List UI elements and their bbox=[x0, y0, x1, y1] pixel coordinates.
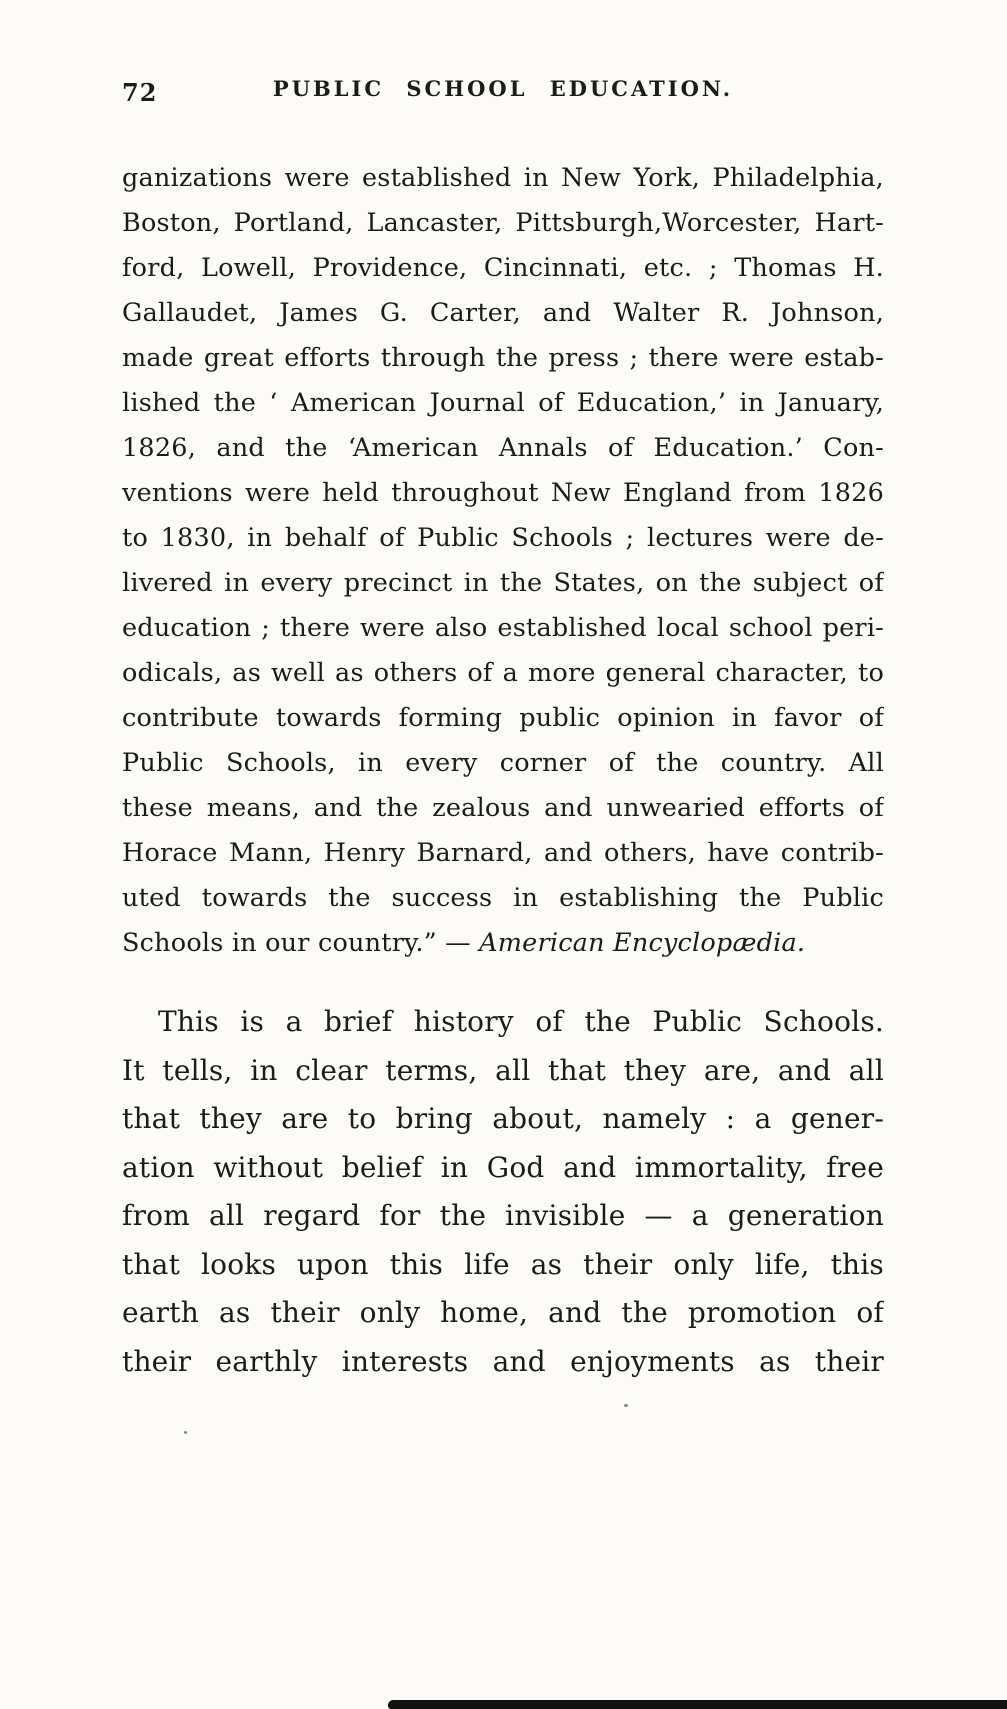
text-line: ford, Lowell, Providence, Cincinnati, etc. ; Thomas H. bbox=[122, 253, 884, 283]
text-line: Horace Mann, Henry Barnard, and others, have contrib- bbox=[122, 838, 884, 868]
text-line: This is a brief history of the Public Schools. bbox=[158, 1005, 884, 1038]
text-line: to 1830, in behalf of Public Schools ; lectures were de- bbox=[122, 523, 884, 553]
text-line: odicals, as well as others of a more general character, to bbox=[122, 658, 884, 688]
text-line: ation without belief in God and immortality, free bbox=[122, 1150, 884, 1184]
text-line: It tells, in clear terms, all that they are, and all bbox=[122, 1053, 884, 1087]
text-line: these means, and the zealous and unwearied efforts of bbox=[122, 793, 884, 823]
quote-paragraph bbox=[122, 156, 884, 966]
text-line: their earthly interests and enjoyments as their bbox=[122, 1344, 884, 1378]
text-line: that they are to bring about, namely : a gener- bbox=[122, 1102, 884, 1135]
closing-text: Schools in our country.” — bbox=[122, 928, 480, 958]
text-line: livered in every precinct in the States, on the subject of bbox=[122, 568, 884, 598]
text-line: earth as their only home, and the promotion of bbox=[122, 1296, 884, 1329]
text-line: education ; there were also established local school peri- bbox=[122, 613, 884, 643]
scan-speck bbox=[184, 1431, 187, 1434]
text-line: uted towards the success in establishing the Public bbox=[122, 883, 884, 913]
text-line: Gallaudet, James G. Carter, and Walter R. Johnson, bbox=[122, 298, 884, 328]
citation-text: American Encyclopædia. bbox=[479, 928, 806, 958]
text-line: ganizations were established in New York, Philadelphia, bbox=[122, 163, 884, 193]
page-number: 72 bbox=[122, 78, 158, 107]
quote-closing-line bbox=[122, 921, 884, 966]
page-header bbox=[122, 76, 884, 110]
text-line: contribute towards forming public opinion in favor of bbox=[122, 703, 884, 733]
text-line: made great efforts through the press ; there were estab- bbox=[122, 343, 884, 373]
running-header: PUBLIC SCHOOL EDUCATION. bbox=[272, 76, 734, 101]
scan-speck bbox=[624, 1404, 628, 1407]
text-line: from all regard for the invisible — a generation bbox=[122, 1199, 884, 1232]
text-line: 1826, and the ‘American Annals of Education.’ Con- bbox=[122, 433, 884, 463]
text-line: that looks upon this life as their only life, this bbox=[122, 1247, 884, 1281]
text-line: lished the ‘ American Journal of Education,’ in January, bbox=[122, 388, 884, 418]
body-paragraph bbox=[122, 998, 884, 1386]
text-line: Public Schools, in every corner of the country. All bbox=[122, 748, 884, 778]
text-line: ventions were held throughout New England from 1826 bbox=[122, 478, 884, 508]
scan-edge-artifact bbox=[388, 1700, 1007, 1709]
text-line: Boston, Portland, Lancaster, Pittsburgh,Worcester, Hart- bbox=[122, 208, 884, 238]
